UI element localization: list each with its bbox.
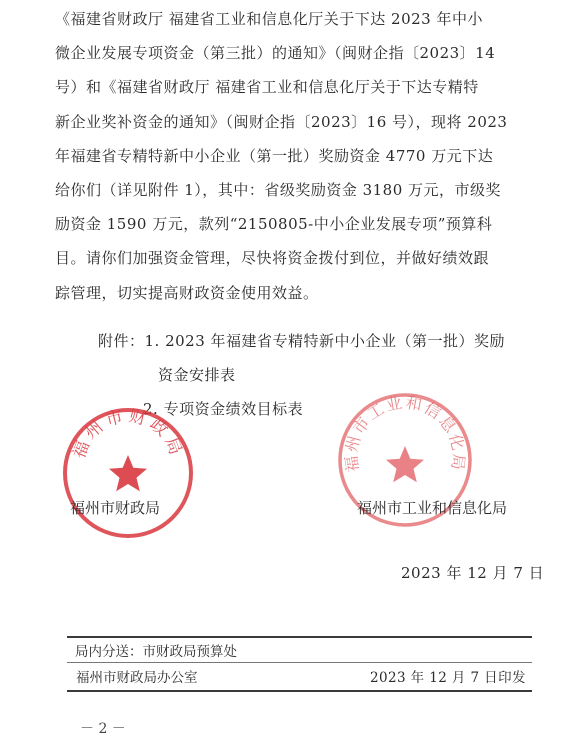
body-line: 励资金 1590 万元，款列“2150805-中小企业发展专项”预算科 <box>55 215 493 234</box>
svg-text:福州市财政局: 福州市财政局 <box>69 406 187 462</box>
body-line: 新企业奖补资金的通知》（闽财企指〔2023〕16 号），现将 2023 <box>55 112 508 131</box>
body-line: 微企业发展专项资金（第三批）的通知》（闽财企指〔2023〕14 <box>55 44 496 63</box>
body-line: 《福建省财政厅 福建省工业和信息化厅关于下达 2023 年中小 <box>55 10 483 28</box>
body-line: 目。请你们加强资金管理，尽快将资金拨付到位，并做好绩效跟 <box>55 249 490 268</box>
body-line: 踪管理，切实提高财政资金使用效益。 <box>55 283 319 302</box>
signing-org-industry-bureau: 福州市工业和信息化局 <box>357 499 508 517</box>
attachment-item-1: 附件：1. 2023 年福建省专精特新中小企业（第一批）奖励 <box>98 332 506 350</box>
body-line: 给你们（详见附件 1），其中：省级奖励资金 3180 万元，市级奖 <box>55 180 502 199</box>
footer-top-rule <box>67 636 532 638</box>
footer-bottom-rule <box>67 690 532 692</box>
body-line: 号）和《福建省财政厅 福建省工业和信息化厅关于下达专精特 <box>55 78 479 97</box>
issue-date: 2023 年 12 月 7 日 <box>401 564 545 582</box>
attachment-item-2: 2. 专项资金绩效目标表 <box>143 400 304 418</box>
footer-middle-rule <box>67 662 532 663</box>
svg-text:福州市工业和信息化局: 福州市工业和信息化局 <box>341 392 469 473</box>
issuing-office: 福州市财政局办公室 <box>76 670 198 686</box>
body-line: 年福建省专精特新中小企业（第一批）奖励资金 4770 万元下达 <box>55 146 494 165</box>
attachment-item-1-continued: 资金安排表 <box>158 366 236 384</box>
signing-org-finance-bureau: 福州市财政局 <box>70 499 161 517</box>
print-date: 2023 年 12 月 7 日印发 <box>370 670 526 686</box>
page-number: － 2 － <box>80 721 126 737</box>
body-paragraph <box>55 2 533 310</box>
finance-bureau-seal <box>60 405 196 541</box>
internal-distribution: 局内分送：市财政局预算处 <box>75 644 237 660</box>
